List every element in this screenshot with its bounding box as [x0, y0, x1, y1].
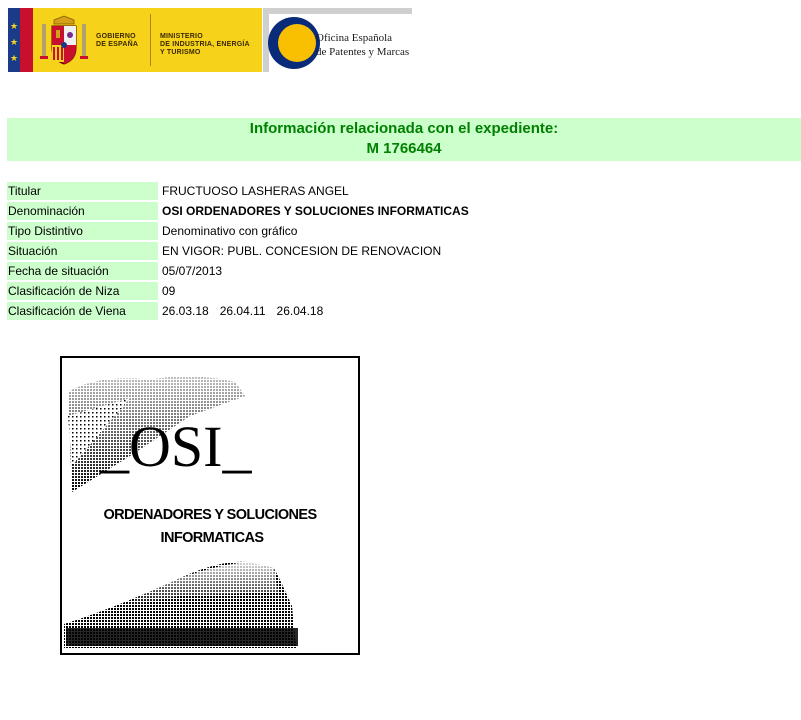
fecha-situacion-value: 05/07/2013: [162, 264, 223, 278]
table-row: [7, 282, 469, 300]
clasificacion-niza-label: Clasificación de Niza: [7, 282, 158, 300]
page-title: [7, 118, 801, 161]
table-row: [7, 302, 469, 320]
title-heading: Información relacionada con el expediente:: [249, 120, 559, 137]
table-row: [7, 202, 469, 220]
situacion-label: Situación: [7, 242, 158, 260]
star-icon: ★: [10, 21, 19, 31]
government-name: GOBIERNO DE ESPAÑA: [96, 33, 139, 48]
file-number: M 1766464: [366, 140, 442, 157]
logo-wordmark: _OSI_: [100, 414, 252, 479]
denominacion-label: Denominación: [7, 202, 158, 220]
vienna-code: 26.03.18: [162, 304, 209, 318]
eu-flag-strip: [8, 8, 33, 72]
vienna-code: 26.04.18: [276, 304, 324, 318]
table-row: [7, 182, 469, 200]
oepm-logo-icon: [268, 17, 320, 69]
clasificacion-viena-value: [158, 302, 469, 320]
logo-subtitle-line1: ORDENADORES Y SOLUCIONES: [103, 507, 317, 523]
titular-label: Titular: [7, 182, 158, 200]
trademark-details-table: [7, 180, 469, 322]
office-name: Oficina Española de Patentes y Marcas: [316, 32, 410, 58]
star-icon: ★: [10, 53, 19, 63]
situacion-value: EN VIGOR: PUBL. CONCESION DE RENOVACION: [162, 244, 442, 258]
vienna-code: 26.04.11: [219, 304, 266, 318]
fecha-situacion-label: Fecha de situación: [7, 262, 158, 280]
coat-of-arms-icon: [38, 14, 90, 66]
logo-subtitle-line2: INFORMATICAS: [160, 530, 264, 546]
oepm-logo-block: [263, 8, 412, 72]
ministry-name: MINISTERIO DE INDUSTRIA, ENERGÍA Y TURISMO: [160, 33, 250, 56]
table-row: [7, 222, 469, 240]
tipo-distintivo-value: Denominativo con gráfico: [162, 224, 298, 238]
clasificacion-viena-label: Clasificación de Viena: [7, 302, 158, 320]
star-icon: ★: [10, 37, 19, 47]
clasificacion-niza-value: 09: [162, 284, 176, 298]
tipo-distintivo-label: Tipo Distintivo: [7, 222, 158, 240]
titular-value: FRUCTUOSO LASHERAS ANGEL: [162, 184, 349, 198]
trademark-image: [60, 356, 360, 656]
government-logo-block: [8, 8, 262, 72]
header-banner: [8, 8, 412, 72]
table-row: [7, 242, 469, 260]
denominacion-value: OSI ORDENADORES Y SOLUCIONES INFORMATICAS: [162, 204, 469, 218]
table-row: [7, 262, 469, 280]
